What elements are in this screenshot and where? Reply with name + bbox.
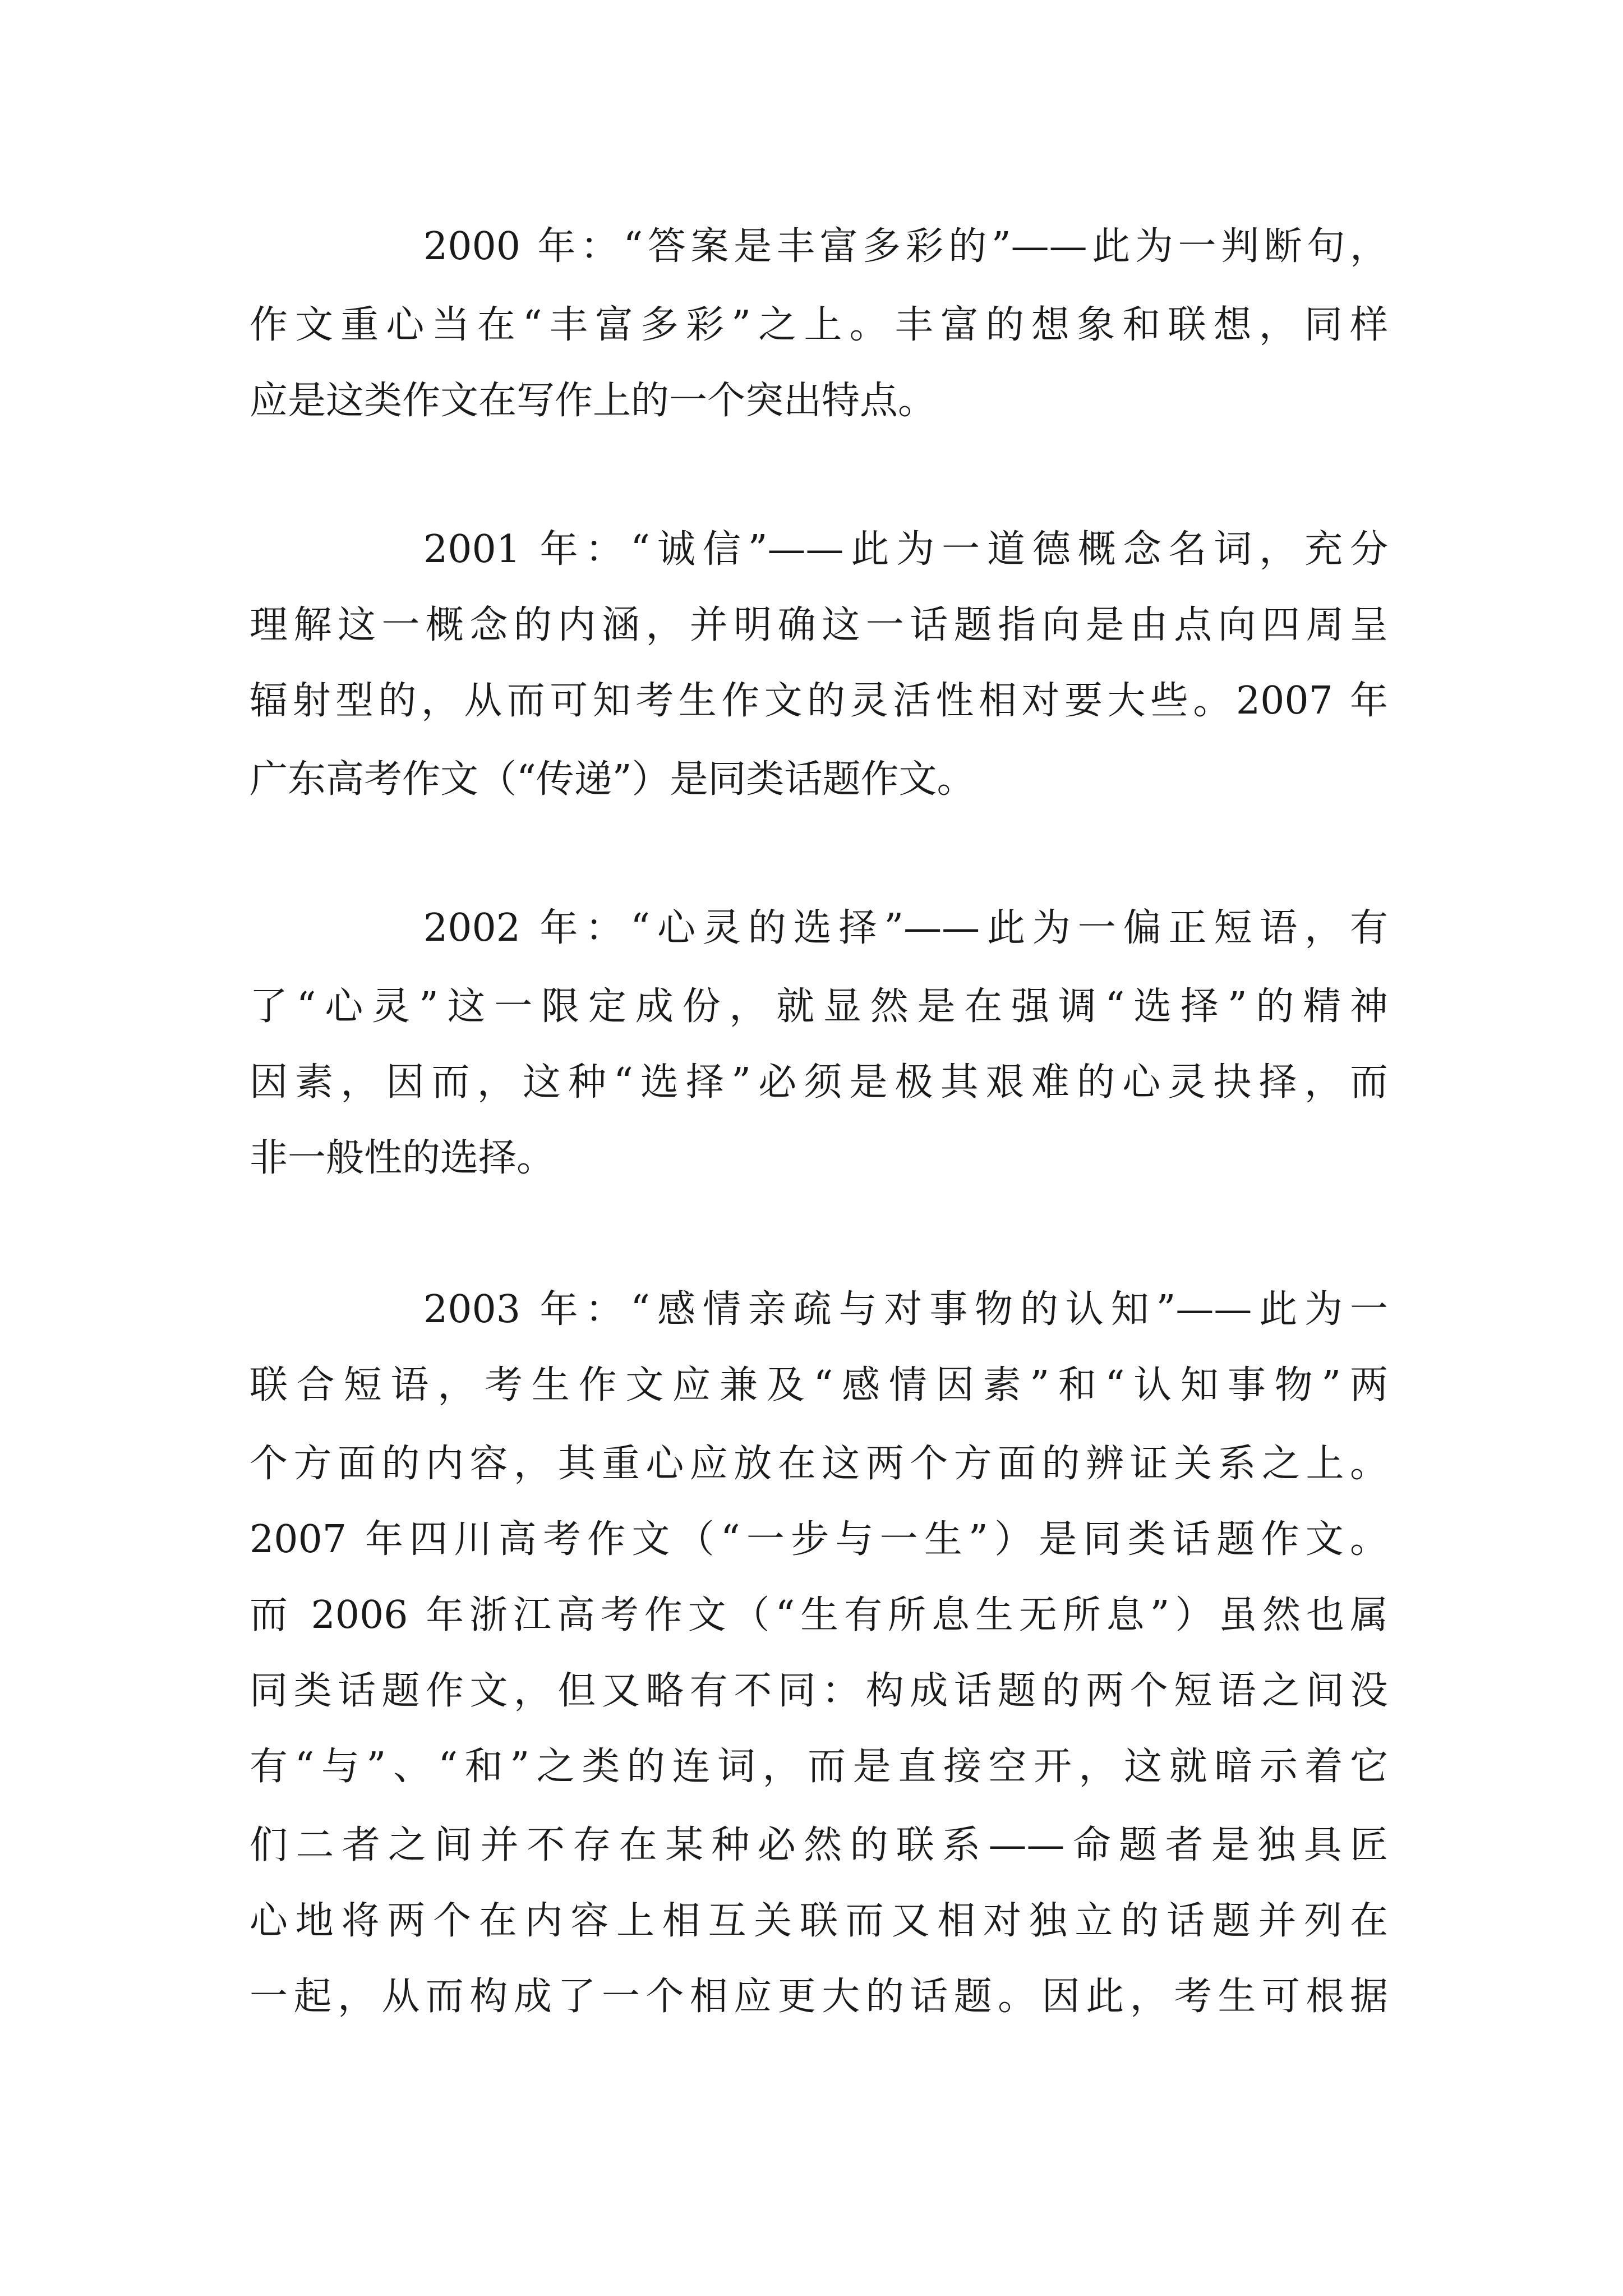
paragraph-4-line-3: 个方面的内容，其重心应放在这两个方面的辨证关系之上。: [250, 1442, 1388, 1486]
paragraph-3-line-3: 因素，因而，这种“选择”必须是极其艰难的心灵抉择，而: [250, 1060, 1388, 1105]
paragraph-3-line-1: 2002 年：“心灵的选择”——此为一偏正短语，有: [423, 906, 1388, 950]
paragraph-4-line-9: 心地将两个在内容上相互关联而又相对独立的话题并列在: [250, 1899, 1388, 1943]
paragraph-4-line-5: 而 2006 年浙江高考作文（“生有所息生无所息”）虽然也属: [250, 1593, 1388, 1637]
paragraph-1-line-2: 作文重心当在“丰富多彩”之上。丰富的想象和联想，同样: [250, 303, 1388, 347]
paragraph-2-line-3: 辐射型的，从而可知考生作文的灵活性相对要大些。2007 年: [250, 679, 1388, 723]
paragraph-2-line-1: 2001 年：“诚信”——此为一道德概念名词，充分: [423, 527, 1388, 572]
paragraph-4-line-8: 们二者之间并不存在某种必然的联系——命题者是独具匠: [250, 1823, 1388, 1867]
paragraph-4-line-7: 有“与”、“和”之类的连词，而是直接空开，这就暗示着它: [250, 1745, 1388, 1789]
paragraph-4-line-2: 联合短语，考生作文应兼及“感情因素”和“认知事物”两: [250, 1363, 1388, 1407]
paragraph-4-line-6: 同类话题作文，但又略有不同：构成话题的两个短语之间没: [250, 1669, 1388, 1713]
paragraph-2-line-4: 广东高考作文（“传递”）是同类话题作文。: [250, 757, 975, 802]
paragraph-4-line-1: 2003 年：“感情亲疏与对事物的认知”——此为一: [423, 1287, 1388, 1332]
paragraph-1-line-3: 应是这类作文在写作上的一个突出特点。: [250, 379, 937, 423]
paragraph-4-line-10: 一起，从而构成了一个相应更大的话题。因此，考生可根据: [250, 1975, 1388, 2019]
paragraph-4-line-4: 2007 年四川高考作文（“一步与一生”）是同类话题作文。: [250, 1517, 1388, 1562]
paragraph-3-line-2: 了“心灵”这一限定成份，就显然是在强调“选择”的精神: [250, 984, 1388, 1029]
paragraph-1-line-1: 2000 年：“答案是丰富多彩的”——此为一判断句，: [423, 224, 1388, 269]
paragraph-2-line-2: 理解这一概念的内涵，并明确这一话题指向是由点向四周呈: [250, 603, 1388, 647]
paragraph-3-line-4: 非一般性的选择。: [250, 1136, 555, 1180]
